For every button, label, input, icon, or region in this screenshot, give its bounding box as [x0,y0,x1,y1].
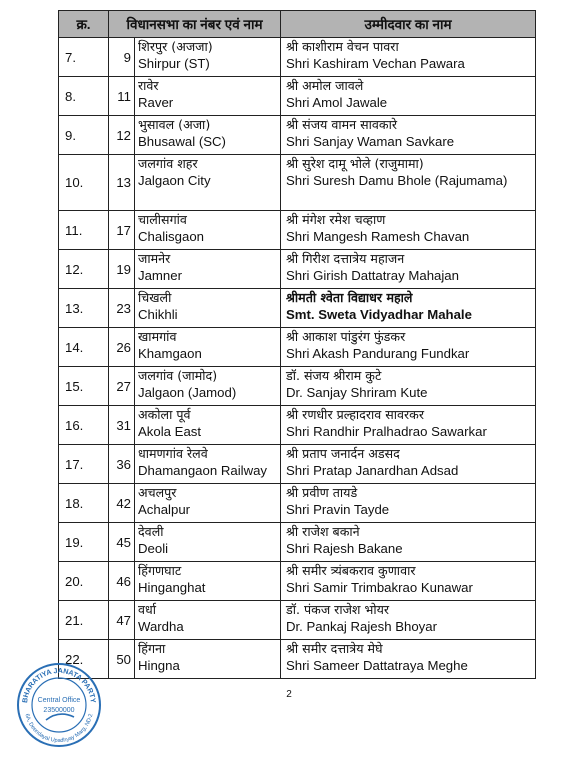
candidate-name-devanagari: श्री सुरेश दामू भोले (राजुमामा) [286,156,424,171]
table-row [59,523,536,562]
constituency-number-cell: 27 [109,367,135,406]
serial-number-cell: 22. [59,640,109,679]
constituency-name-devanagari: देवली [138,524,164,539]
constituency-name-english: Shirpur (ST) [138,56,210,71]
table-row [59,562,536,601]
constituency-name-english: Dhamangaon Railway [138,463,268,478]
candidate-name-cell [281,116,536,155]
candidate-name-cell [281,289,536,328]
candidate-name-devanagari: श्री राजेश बकाने [286,524,360,539]
candidate-name-cell [281,445,536,484]
candidate-name-devanagari: श्री संजय वामन सावकारे [286,117,397,132]
candidate-name-devanagari: श्री काशीराम वेचन पावरा [286,39,399,54]
candidate-list-sheet [58,10,535,679]
candidate-name-devanagari: श्री प्रवीण तायडे [286,485,358,500]
constituency-number-cell: 46 [109,562,135,601]
constituency-number-cell: 50 [109,640,135,679]
constituency-name-devanagari: भुसावल (अजा) [138,117,211,132]
constituency-name-english: Hinganghat [138,580,206,595]
table-row [59,116,536,155]
constituency-name-english: Chalisgaon [138,229,204,244]
candidate-name-cell [281,523,536,562]
constituency-name-cell [135,562,281,601]
constituency-name-devanagari: वर्धा [138,602,157,617]
constituency-name-english: Wardha [138,619,184,634]
table-row [59,38,536,77]
candidate-name-cell [281,640,536,679]
stamp-ring-bottom-text: 6A, Deendayal Upadhyay Marg, ND-2 [23,713,95,745]
candidate-name-english: Shri Girish Dattatray Mahajan [286,268,459,283]
table-row [59,640,536,679]
candidate-name-devanagari: डॉ. पंकज राजेश भोयर [286,602,390,617]
candidate-name-cell [281,601,536,640]
table-row [59,211,536,250]
constituency-name-devanagari: हिंगणघाट [138,563,182,578]
constituency-name-english: Jalgaon (Jamod) [138,385,237,400]
serial-number-cell: 11. [59,211,109,250]
constituency-name-english: Chikhli [138,307,178,322]
candidate-name-english: Shri Sameer Dattatraya Meghe [286,658,468,673]
constituency-name-cell [135,640,281,679]
candidate-name-cell [281,484,536,523]
constituency-number-cell: 31 [109,406,135,445]
serial-number-cell: 19. [59,523,109,562]
table-row [59,601,536,640]
constituency-name-cell [135,601,281,640]
table-row [59,406,536,445]
candidate-name-devanagari: श्री आकाश पांडुरंग फुंडकर [286,329,406,344]
candidate-name-cell [281,77,536,116]
serial-number-cell: 12. [59,250,109,289]
candidate-name-english: Shri Rajesh Bakane [286,541,403,556]
constituency-name-cell [135,484,281,523]
candidate-name-english: Shri Kashiram Vechan Pawara [286,56,465,71]
candidate-name-devanagari: श्री समीर दत्तात्रेय मेघे [286,641,383,656]
constituency-name-devanagari: अचलपुर [138,485,177,500]
constituency-name-devanagari: हिंगना [138,641,166,656]
table-row [59,289,536,328]
page-number: 2 [286,689,292,700]
serial-number-cell: 18. [59,484,109,523]
constituency-number-cell: 13 [109,155,135,211]
candidate-name-devanagari: श्री रणधीर प्रल्हादराव सावरकर [286,407,424,422]
constituency-name-devanagari: अकोला पूर्व [138,407,191,422]
constituency-name-cell [135,211,281,250]
constituency-name-devanagari: जलगांव शहर [138,156,198,171]
candidate-name-english: Shri Samir Trimbakrao Kunawar [286,580,473,595]
candidate-name-devanagari: श्री मंगेश रमेश चव्हाण [286,212,386,227]
candidate-name-cell [281,250,536,289]
constituency-name-devanagari: धामणगांव रेलवे [138,446,208,461]
table-header-row [59,11,536,38]
header-constituency: विधानसभा का नंबर एवं नाम [109,11,281,38]
constituency-name-english: Jalgaon City [138,173,211,188]
constituency-number-cell: 11 [109,77,135,116]
table-row [59,367,536,406]
header-serial-number: क्र. [59,11,109,38]
stamp-outer-ring [18,664,100,746]
candidate-name-english: Smt. Sweta Vidyadhar Mahale [286,307,472,322]
candidate-name-english: Shri Sanjay Waman Savkare [286,134,455,149]
stamp-ring-top-text: BHARATIYA JANATA PARTY [20,665,98,704]
candidate-name-devanagari: श्री अमोल जावले [286,78,364,93]
stamp-lotus-mark [46,714,74,720]
serial-number-cell: 16. [59,406,109,445]
serial-number-cell: 14. [59,328,109,367]
serial-number-cell: 21. [59,601,109,640]
candidate-name-cell [281,406,536,445]
constituency-name-cell [135,445,281,484]
constituency-name-cell [135,289,281,328]
constituency-name-cell [135,523,281,562]
candidate-name-devanagari: श्री गिरीश दत्तात्रेय महाजन [286,251,405,266]
candidate-name-english: Dr. Pankaj Rajesh Bhoyar [286,619,437,634]
candidate-name-cell [281,38,536,77]
constituency-name-devanagari: जलगांव (जामोद) [138,368,218,383]
candidate-name-devanagari: श्रीमती श्वेता विद्याधर महाले [286,290,413,305]
constituency-name-cell [135,406,281,445]
candidate-name-devanagari: श्री प्रताप जनार्दन अडसद [286,446,400,461]
constituency-name-english: Khamgaon [138,346,202,361]
constituency-number-cell: 17 [109,211,135,250]
table-row [59,77,536,116]
constituency-name-english: Akola East [138,424,202,439]
constituency-number-cell: 9 [109,38,135,77]
table-row [59,445,536,484]
constituency-name-devanagari: चालीसगांव [138,212,187,227]
constituency-name-cell [135,328,281,367]
candidate-name-cell [281,367,536,406]
table-row [59,250,536,289]
candidate-name-cell [281,562,536,601]
stamp-center-number: 23500000 [43,707,75,714]
constituency-name-cell [135,250,281,289]
svg-text:6A, Deendayal Upadhyay Marg, N [24,713,95,744]
constituency-name-english: Deoli [138,541,169,556]
constituency-name-devanagari: रावेर [138,78,159,93]
constituency-name-cell [135,367,281,406]
candidate-name-english: Dr. Sanjay Shriram Kute [286,385,428,400]
constituency-name-english: Hingna [138,658,180,673]
candidate-name-devanagari: श्री समीर त्र्यंबकराव कुणावार [286,563,416,578]
constituency-name-cell [135,155,281,211]
serial-number-cell: 17. [59,445,109,484]
table-row [59,328,536,367]
table-row [59,484,536,523]
candidate-name-english: Shri Akash Pandurang Fundkar [286,346,470,361]
serial-number-cell: 9. [59,116,109,155]
constituency-number-cell: 45 [109,523,135,562]
stamp-center-title: Central Office [37,697,81,704]
constituency-number-cell: 42 [109,484,135,523]
constituency-name-devanagari: शिरपुर (अजजा) [138,39,213,54]
constituency-name-english: Raver [138,95,174,110]
serial-number-cell: 8. [59,77,109,116]
constituency-name-cell [135,77,281,116]
candidate-name-english: Shri Amol Jawale [286,95,388,110]
candidate-name-cell [281,211,536,250]
candidate-name-english: Shri Pratap Janardhan Adsad [286,463,459,478]
constituency-number-cell: 12 [109,116,135,155]
party-office-stamp [16,662,102,748]
serial-number-cell: 15. [59,367,109,406]
constituency-name-devanagari: जामनेर [138,251,171,266]
candidate-name-english: Shri Pravin Tayde [286,502,390,517]
serial-number-cell: 20. [59,562,109,601]
constituency-name-cell [135,38,281,77]
candidate-name-cell [281,328,536,367]
constituency-number-cell: 47 [109,601,135,640]
serial-number-cell: 10. [59,155,109,211]
constituency-name-devanagari: खामगांव [138,329,177,344]
constituency-number-cell: 36 [109,445,135,484]
serial-number-cell: 7. [59,38,109,77]
serial-number-cell: 13. [59,289,109,328]
candidate-name-devanagari: डॉ. संजय श्रीराम कुटे [286,368,382,383]
constituency-number-cell: 19 [109,250,135,289]
candidate-name-cell [281,155,536,211]
candidate-name-english: Shri Mangesh Ramesh Chavan [286,229,470,244]
stamp-inner-ring [32,678,86,732]
constituency-name-cell [135,116,281,155]
table-body [59,38,536,679]
header-candidate: उम्मीदवार का नाम [281,11,536,38]
candidate-name-english: Shri Suresh Damu Bhole (Rajumama) [286,173,508,188]
constituency-name-english: Jamner [138,268,182,283]
constituency-number-cell: 26 [109,328,135,367]
constituency-name-english: Achalpur [138,502,191,517]
constituency-name-english: Bhusawal (SC) [138,134,226,149]
constituency-name-devanagari: चिखली [138,290,172,305]
candidate-name-english: Shri Randhir Pralhadrao Sawarkar [286,424,487,439]
constituency-number-cell: 23 [109,289,135,328]
candidate-table [58,10,536,679]
table-row [59,155,536,211]
